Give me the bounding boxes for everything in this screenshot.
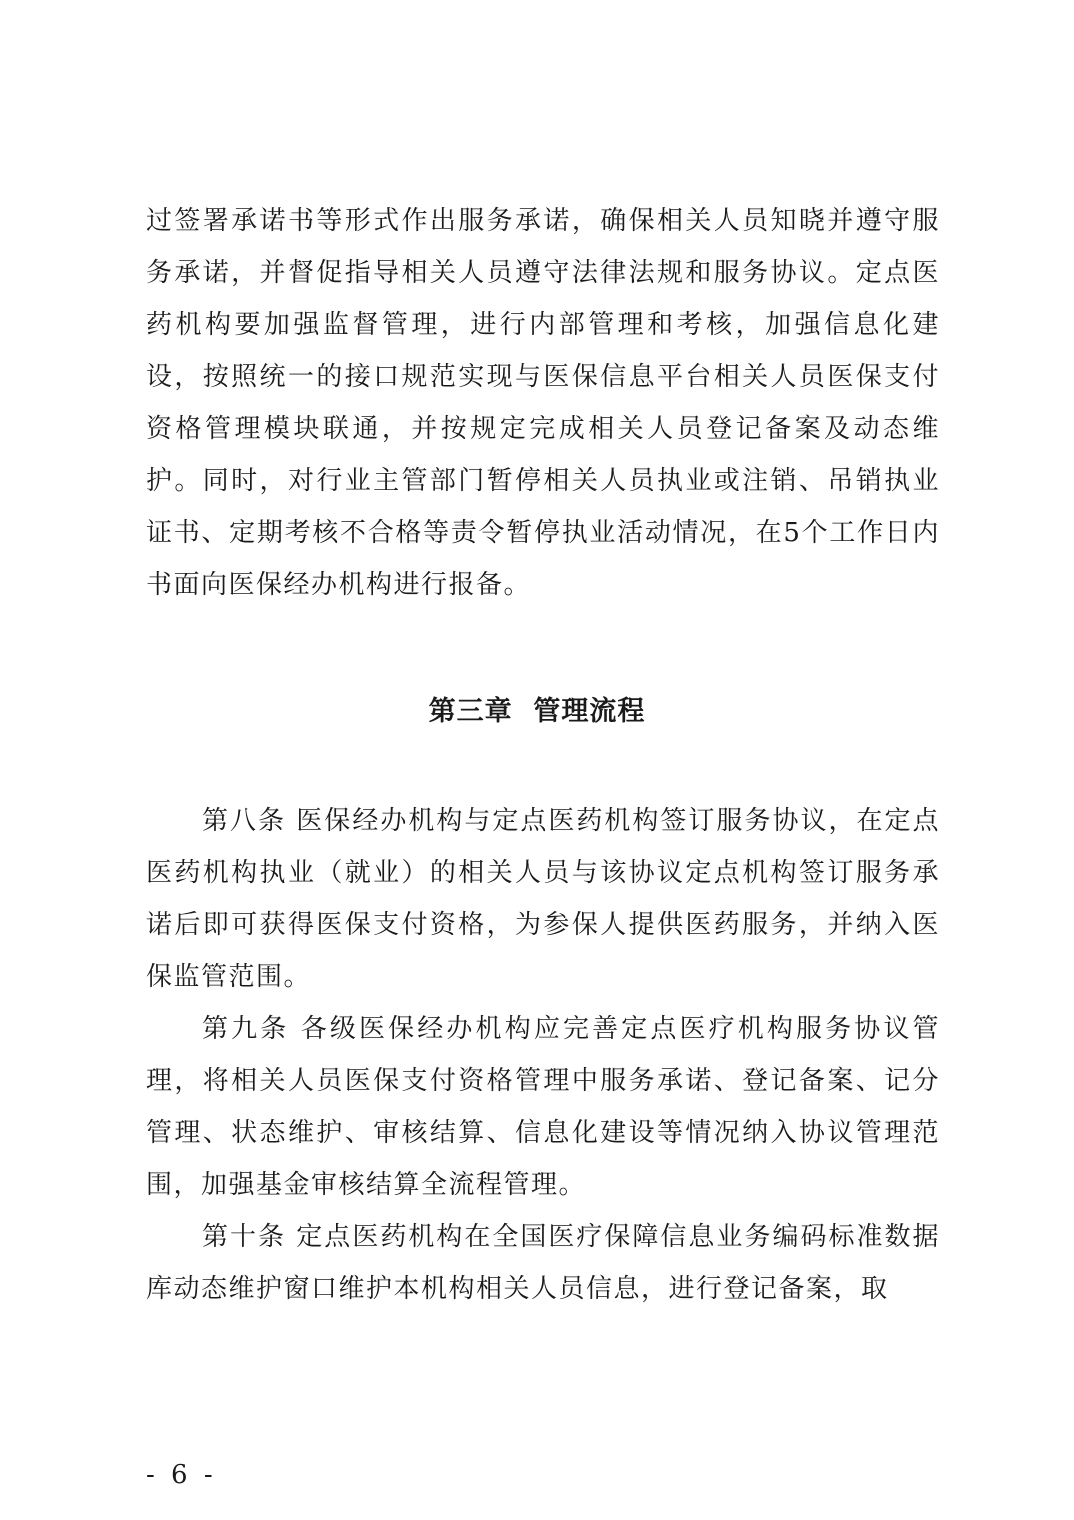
articles-section bbox=[146, 795, 940, 1315]
article-10: 第十条 定点医药机构在全国医疗保障信息业务编码标准数据库动态维护窗口维护本机构相关人员信息，进行登记备案，取 bbox=[146, 1222, 940, 1304]
article-8: 第八条 医保经办机构与定点医药机构签订服务协议，在定点医药机构执业（就业）的相关人员与该协议定点机构签订服务承诺后即可获得医保支付资格，为参保人提供医药服务，并纳入医保监管范围。 bbox=[146, 806, 940, 992]
article-9: 第九条 各级医保经办机构应完善定点医疗机构服务协议管理，将相关人员医保支付资格管理中服务承诺、登记备案、记分管理、状态维护、审核结算、信息化建设等情况纳入协议管理范围，加强基金审核结算全流程管理。 bbox=[146, 1014, 940, 1200]
page-number: - 6 - bbox=[146, 1460, 217, 1490]
body-text-top bbox=[146, 195, 940, 611]
continuation-paragraph: 过签署承诺书等形式作出服务承诺，确保相关人员知晓并遵守服务承诺，并督促指导相关人员遵守法律法规和服务协议。定点医药机构要加强监督管理，进行内部管理和考核，加强信息化建设，按照统一的接口规范实现与医保信息平台相关人员医保支付资格管理模块联通，并按规定完成相关人员登记备案及动态维护。同时，对行业主管部门暂停相关人员执业或注销、吊销执业证书、定期考核不合格等责令暂停执业活动情况，在5个工作日内书面向医保经办机构进行报备。 bbox=[146, 206, 940, 600]
chapter-title: 第三章 管理流程 bbox=[428, 696, 646, 727]
